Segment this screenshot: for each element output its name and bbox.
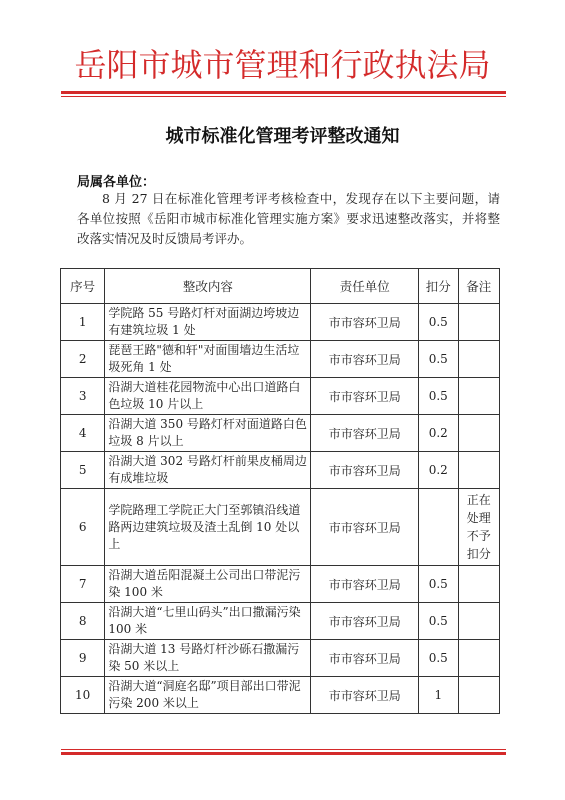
row-points: 0.2 [418,452,458,489]
row-content: 沿湖大道“洞庭名邸”项目部出口带泥污染 200 米以上 [105,677,311,714]
row-note [458,603,499,640]
row-unit: 市市容环卫局 [311,603,418,640]
row-unit: 市市容环卫局 [311,566,418,603]
row-content: 学院路理工学院正大门至郭镇沿线道路两边建筑垃圾及渣土乱倒 10 处以上 [105,489,311,566]
agency-header: 岳阳市城市管理和行政执法局 [74,46,491,84]
table-row [61,415,500,452]
row-number: 5 [61,452,105,489]
table-row [61,603,500,640]
row-content: 沿湖大道“七里山码头”出口撒漏污染 100 米 [105,603,311,640]
table-row [61,452,500,489]
row-number: 10 [61,677,105,714]
table-header-row [61,269,500,304]
row-unit: 市市容环卫局 [311,677,418,714]
row-note [458,640,499,677]
row-points: 1 [418,677,458,714]
row-points: 0.2 [418,415,458,452]
row-points: 0.5 [418,378,458,415]
row-content: 学院路 55 号路灯杆对面湖边垮坡边有建筑垃圾 1 处 [105,304,311,341]
header-note: 备注 [458,269,499,304]
row-unit: 市市容环卫局 [311,341,418,378]
table-row [61,640,500,677]
row-unit: 市市容环卫局 [311,378,418,415]
row-points: 0.5 [418,603,458,640]
header-rule-thin [61,96,506,97]
header-unit: 责任单位 [311,269,418,304]
row-number: 8 [61,603,105,640]
row-points: 0.5 [418,566,458,603]
table-row [61,489,500,566]
row-note [458,566,499,603]
row-note [458,304,499,341]
header-content: 整改内容 [105,269,311,304]
footer-rule-thin [61,749,506,750]
row-content: 沿湖大道 350 号路灯杆对面道路白色垃圾 8 片以上 [105,415,311,452]
row-number: 3 [61,378,105,415]
footer-rule-thick [61,752,506,755]
row-points [418,489,458,566]
header-rule-thick [61,91,506,94]
row-points: 0.5 [418,304,458,341]
document-title: 城市标准化管理考评整改通知 [165,126,400,147]
row-unit: 市市容环卫局 [311,452,418,489]
row-number: 6 [61,489,105,566]
table-row [61,378,500,415]
row-number: 2 [61,341,105,378]
table-row [61,304,500,341]
header-no: 序号 [61,269,105,304]
row-number: 1 [61,304,105,341]
row-content: 沿湖大道岳阳混凝土公司出口带泥污染 100 米 [105,566,311,603]
row-content: 沿湖大道 13 号路灯杆沙砾石撒漏污染 50 米以上 [105,640,311,677]
row-unit: 市市容环卫局 [311,304,418,341]
row-content: 琵琶王路"德和轩"对面围墙边生活垃圾死角 1 处 [105,341,311,378]
row-number: 7 [61,566,105,603]
row-points: 0.5 [418,640,458,677]
row-content: 沿湖大道 302 号路灯杆前果皮桶周边有成堆垃圾 [105,452,311,489]
row-unit: 市市容环卫局 [311,489,418,566]
row-unit: 市市容环卫局 [311,415,418,452]
header-points: 扣分 [418,269,458,304]
row-note: 正在处理不予扣分 [458,489,499,566]
row-points: 0.5 [418,341,458,378]
row-note [458,677,499,714]
table-row [61,566,500,603]
notice-body: 8 月 27 日在标准化管理考评考核检查中，发现存在以下主要问题，请各单位按照《岳阳市城市标准化管理实施方案》要求迅速整改落实，并将整改落实情况及时反馈局考评办。 [77,191,500,246]
row-number: 9 [61,640,105,677]
row-note [458,378,499,415]
salutation: 局属各单位： [77,175,156,190]
table-row [61,341,500,378]
row-note [458,341,499,378]
row-note [458,415,499,452]
rectification-table [60,268,500,714]
row-number: 4 [61,415,105,452]
row-note [458,452,499,489]
row-content: 沿湖大道桂花园物流中心出口道路白色垃圾 10 片以上 [105,378,311,415]
row-unit: 市市容环卫局 [311,640,418,677]
table-row [61,677,500,714]
